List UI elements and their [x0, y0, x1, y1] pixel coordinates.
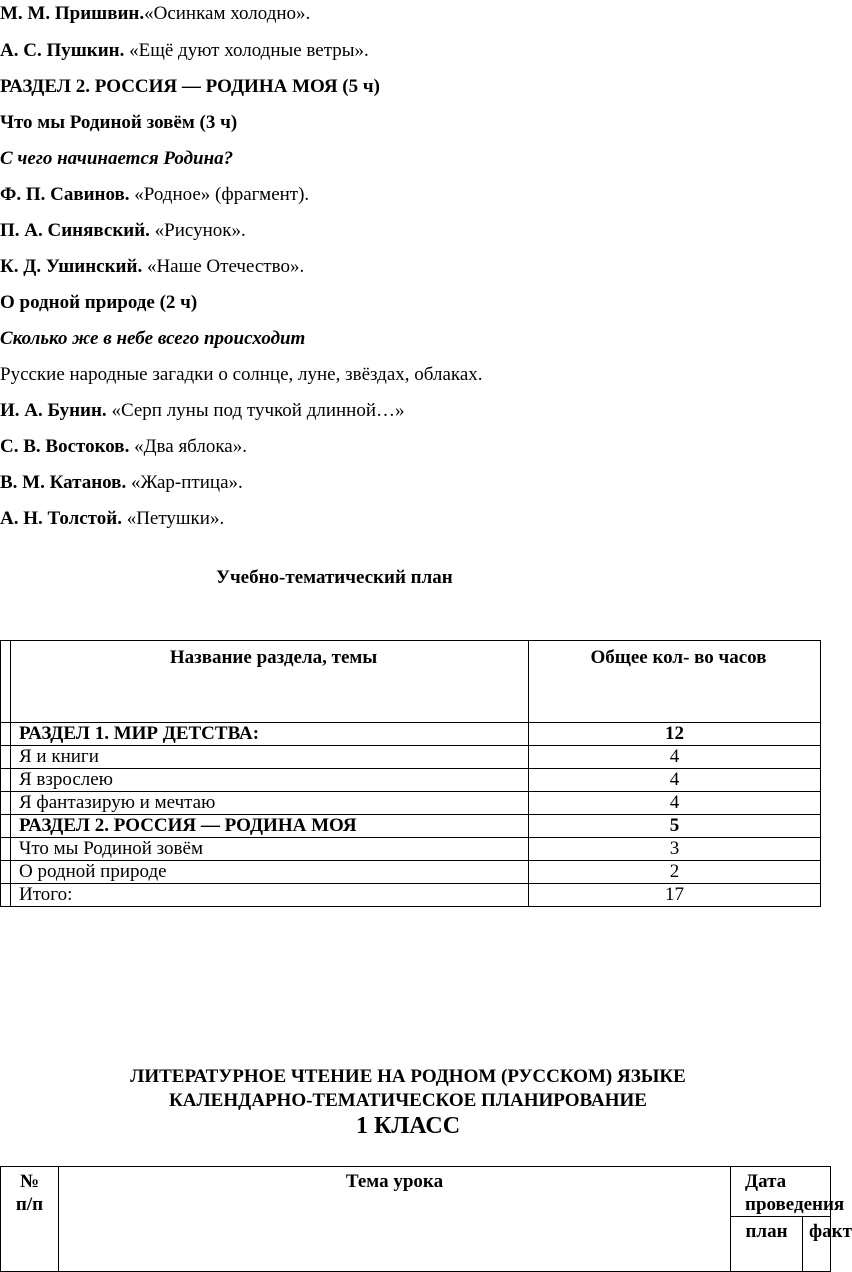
- calendar-title: ЛИТЕРАТУРНОЕ ЧТЕНИЕ НА РОДНОМ (РУССКОМ) ЯЗЫКЕ: [130, 1066, 686, 1087]
- reading-line: [0, 472, 243, 494]
- author: С. В. Востоков.: [0, 436, 130, 457]
- reading-line: [0, 184, 309, 206]
- row-hours: 3: [529, 838, 821, 861]
- author: М. М. Пришвин.: [0, 3, 145, 24]
- reading-line: [0, 256, 304, 278]
- work-title: «Ещё дуют холодные ветры».: [124, 40, 369, 61]
- table-row: [1, 723, 821, 746]
- work-title: «Родное» (фрагмент).: [129, 184, 310, 205]
- author: И. А. Бунин.: [0, 400, 107, 421]
- section-heading: РАЗДЕЛ 2. РОССИЯ — РОДИНА МОЯ (5 ч): [0, 76, 380, 97]
- row-hours: 4: [529, 769, 821, 792]
- row-hours: 12: [529, 723, 821, 746]
- author: А. Н. Толстой.: [0, 508, 122, 529]
- reading-line: Русские народные загадки о солнце, луне, звёздах, облаках.: [0, 364, 483, 385]
- table-row: [1, 769, 821, 792]
- table-header-row: [1, 641, 821, 723]
- topic-heading: О родной природе (2 ч): [0, 292, 198, 313]
- gutter-cell: [1, 641, 11, 723]
- grade-title: 1 КЛАСС: [355, 1113, 461, 1139]
- col-topic-header: Тема урока: [59, 1167, 731, 1272]
- row-name: Я и книги: [11, 746, 529, 769]
- table-row: [1, 884, 821, 907]
- row-name: Я взрослею: [11, 769, 529, 792]
- row-name: РАЗДЕЛ 2. РОССИЯ — РОДИНА МОЯ: [11, 815, 529, 838]
- work-title: «Петушки».: [121, 508, 225, 529]
- reading-line: [0, 3, 310, 25]
- calendar-subtitle: КАЛЕНДАРНО-ТЕМАТИЧЕСКОЕ ПЛАНИРОВАНИЕ: [169, 1090, 647, 1111]
- reading-line: [0, 436, 247, 458]
- author: Ф. П. Савинов.: [0, 184, 130, 205]
- author: В. М. Катанов.: [0, 472, 127, 493]
- row-hours: 5: [529, 815, 821, 838]
- author: К. Д. Ушинский.: [0, 256, 143, 277]
- thematic-plan-table: [0, 640, 821, 907]
- work-title: «Жар-птица».: [126, 472, 243, 493]
- table-row: [1, 815, 821, 838]
- row-name: Я фантазирую и мечтаю: [11, 792, 529, 815]
- row-hours: 4: [529, 746, 821, 769]
- plan-title: Учебно-тематический план: [216, 567, 453, 588]
- reading-line: [0, 400, 405, 422]
- row-name: РАЗДЕЛ 1. МИР ДЕТСТВА:: [11, 723, 529, 746]
- author: П. А. Синявский.: [0, 220, 150, 241]
- work-title: «Наше Отечество».: [142, 256, 305, 277]
- table-row: [1, 861, 821, 884]
- col-date-header: Дата проведения: [731, 1167, 831, 1217]
- table-row: [1, 838, 821, 861]
- row-hours: 17: [529, 884, 821, 907]
- row-hours: 4: [529, 792, 821, 815]
- header-name-cell: Название раздела, темы: [11, 641, 529, 723]
- col-plan-header: план: [731, 1217, 803, 1272]
- header-hours-cell: Общее кол- во часов: [529, 641, 821, 723]
- table-row: [1, 746, 821, 769]
- work-title: «Серп луны под тучкой длинной…»: [106, 400, 405, 421]
- reading-line: [0, 508, 224, 530]
- col-fact-header: факт: [803, 1217, 831, 1272]
- calendar-header-row: [1, 1167, 831, 1217]
- work-title: «Два яблока».: [129, 436, 247, 457]
- work-title: «Осинкам холодно».: [144, 3, 311, 24]
- reading-line: [0, 40, 369, 62]
- row-name: Итого:: [11, 884, 529, 907]
- reading-line: [0, 220, 246, 242]
- work-title: «Рисунок».: [149, 220, 246, 241]
- author: А. С. Пушкин.: [0, 40, 125, 61]
- subtopic-heading: Сколько же в небе всего происходит: [0, 328, 306, 349]
- topic-heading: Что мы Родиной зовём (3 ч): [0, 112, 238, 133]
- table-row: [1, 792, 821, 815]
- subtopic-heading: С чего начинается Родина?: [0, 148, 234, 169]
- row-name: О родной природе: [11, 861, 529, 884]
- col-number-header: № п/п: [1, 1167, 59, 1272]
- row-hours: 2: [529, 861, 821, 884]
- row-name: Что мы Родиной зовём: [11, 838, 529, 861]
- calendar-table: [0, 1166, 852, 1272]
